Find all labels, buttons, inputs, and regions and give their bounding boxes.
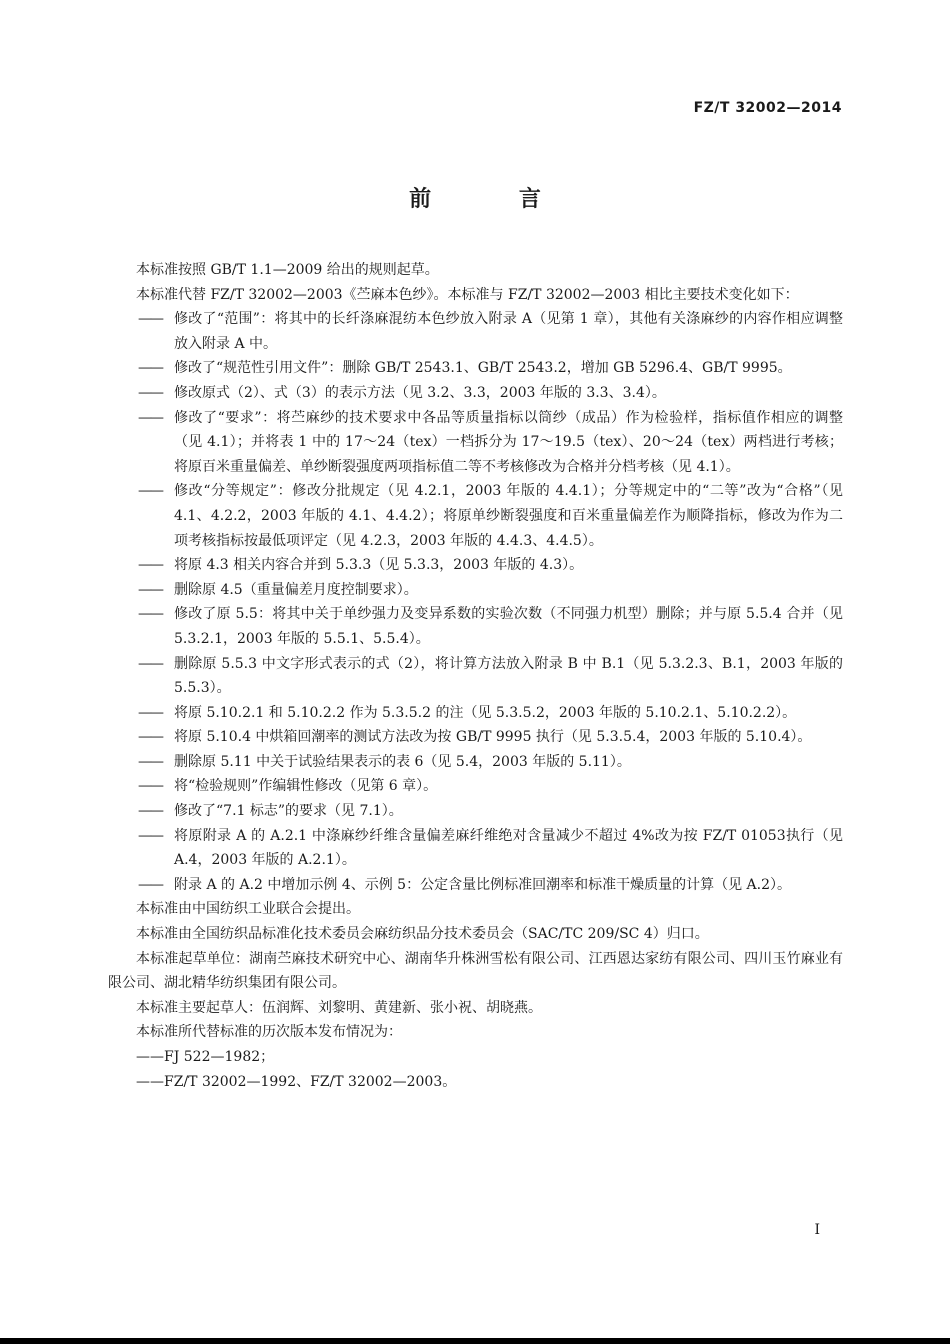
history-text: FJ 522—1982； [164, 1049, 275, 1065]
change-text: 将原 4.3 相关内容合并到 5.3.3（见 5.3.3，2003 年版的 4.3）。 [174, 557, 584, 574]
page-title: 前 言 [409, 187, 581, 212]
dash-marker: —— [138, 606, 162, 623]
change-item [108, 578, 843, 603]
change-text: 修改了原 5.5：将其中关于单纱强力及变异系数的实验次数（不同强力机型）删除；并与原 5.5.4 合并（见 5.3.2.1，2003 年版的 5.5.1、5.5.4）。 [174, 606, 843, 647]
change-item [108, 824, 843, 873]
change-text: 删除原 4.5（重量偏差月度控制要求）。 [174, 581, 418, 598]
committee-paragraph: 本标准由全国纺织品标准化技术委员会麻纺织品分技术委员会（SAC/TC 209/SC 4）归口。 [136, 926, 709, 943]
dash-marker: —— [138, 360, 162, 377]
change-item [108, 602, 843, 651]
change-item [108, 406, 843, 480]
dash-marker: —— [138, 827, 162, 844]
change-text: 删除原 5.5.3 中文字形式表示的式（2），将计算方法放入附录 B 中 B.1（见 5.3.2.3、B.1，2003 年版的 5.5.3）。 [174, 655, 843, 697]
page-number: I [814, 1222, 820, 1238]
changes-list [108, 307, 843, 897]
change-text: 删除原 5.11 中关于试验结果表示的表 6（见 5.4，2003 年版的 5.11）。 [174, 753, 631, 770]
dash-marker: —— [138, 655, 162, 672]
change-item [108, 799, 843, 824]
change-item [108, 553, 843, 578]
history-item [108, 1045, 843, 1070]
change-text: 附录 A 的 A.2 中增加示例 4、示例 5：公定含量比例标准回潮率和标准干燥质量的计算（见 A.2）。 [174, 876, 792, 893]
standard-code: FZ/T 32002—2014 [693, 100, 842, 116]
dash-marker: —— [138, 753, 162, 770]
dash-marker: —— [138, 778, 162, 795]
dash-marker: —— [138, 483, 162, 500]
dash-marker: —— [138, 311, 162, 328]
change-item [108, 381, 843, 406]
dash-marker: —— [138, 384, 162, 401]
change-item [108, 873, 843, 898]
dash-marker: —— [138, 803, 162, 820]
drafters-paragraph: 本标准主要起草人：伍润辉、刘黎明、黄建新、张小祝、胡晓燕。 [136, 999, 542, 1016]
change-item [108, 652, 843, 701]
change-item [108, 479, 843, 553]
change-text: 将原附录 A 的 A.2.1 中涤麻纱纤维含量偏差麻纤维绝对含量减少不超过 4%改为按 FZ/T 01053执行（见 A.4，2003 年版的 A.2.1）。 [174, 827, 843, 869]
history-intro-paragraph: 本标准所代替标准的历次版本发布情况为： [136, 1024, 402, 1041]
intro-paragraph: 本标准代替 FZ/T 32002—2003《苎麻本色纱》。本标准与 FZ/T 32002—2003 相比主要技术变化如下： [136, 286, 799, 303]
change-item [108, 356, 843, 381]
change-text: 将原 5.10.2.1 和 5.10.2.2 作为 5.3.5.2 的注（见 5.3.5.2，2003 年版的 5.10.2.1、5.10.2.2）。 [174, 704, 797, 721]
dash-marker: —— [138, 704, 162, 721]
dash-marker: —— [136, 1049, 164, 1065]
change-text: 修改了“7.1 标志”的要求（见 7.1）。 [174, 803, 403, 820]
foreword-body [108, 258, 843, 1094]
dash-marker: —— [138, 557, 162, 574]
proposer-paragraph: 本标准由中国纺织工业联合会提出。 [136, 901, 360, 918]
dash-marker: —— [138, 581, 162, 598]
change-text: 修改了“规范性引用文件”：删除 GB/T 2543.1、GB/T 2543.2，增加 GB 5296.4、GB/T 9995。 [174, 360, 792, 377]
dash-marker: —— [136, 1073, 164, 1090]
change-item [108, 725, 843, 750]
change-text: 将“检验规则”作编辑性修改（见第 6 章）。 [174, 778, 438, 795]
change-item [108, 701, 843, 726]
change-item [108, 774, 843, 799]
bottom-rule [0, 1338, 950, 1344]
intro-paragraph: 本标准按照 GB/T 1.1—2009 给出的规则起草。 [136, 262, 439, 278]
change-text: 修改了“要求”：将苎麻纱的技术要求中各品等质量指标以筒纱（成品）作为检验样，指标值作相应的调整（见 4.1）；并将表 1 中的 17～24（tex）一档拆分为 17～19.5（tex）、20～24（tex）两档进行考核；将原百米重量偏差、单纱断裂强度两项指标值二等不考核修改为合格并分档考核（见 4.1）。 [174, 409, 843, 475]
change-text: 修改“分等规定”：修改分批规定（见 4.2.1，2003 年版的 4.4.1）；分等规定中的“二等”改为“合格”（见 4.1、4.2.2，2003 年版的 4.1、4.4.2）；将原单纱断裂强度和百米重量偏差作为顺降指标，修改为作为二项考核指标按最低项评定（见 4.2.3，2003 年版的 4.4.3、4.4.5）。 [174, 483, 843, 549]
dash-marker: —— [138, 729, 162, 746]
dash-marker: —— [138, 876, 162, 893]
history-text: FZ/T 32002—1992、FZ/T 32002—2003。 [164, 1073, 457, 1090]
history-item [108, 1070, 843, 1095]
change-text: 修改原式（2）、式（3）的表示方法（见 3.2、3.3，2003 年版的 3.3、3.4）。 [174, 384, 666, 401]
change-item [108, 307, 843, 356]
change-text: 将原 5.10.4 中烘箱回潮率的测试方法改为按 GB/T 9995 执行（见 5.3.5.4，2003 年版的 5.10.4）。 [174, 729, 812, 746]
dash-marker: —— [138, 409, 162, 426]
change-text: 修改了“范围”：将其中的长纤涤麻混纺本色纱放入附录 A（见第 1 章），其他有关涤麻纱的内容作相应调整放入附录 A 中。 [174, 311, 843, 352]
change-item [108, 750, 843, 775]
drafting-units-paragraph: 本标准起草单位：湖南苎麻技术研究中心、湖南华升株洲雪松有限公司、江西恩达家纺有限公司、四川玉竹麻业有限公司、湖北精华纺织集团有限公司。 [108, 950, 843, 992]
